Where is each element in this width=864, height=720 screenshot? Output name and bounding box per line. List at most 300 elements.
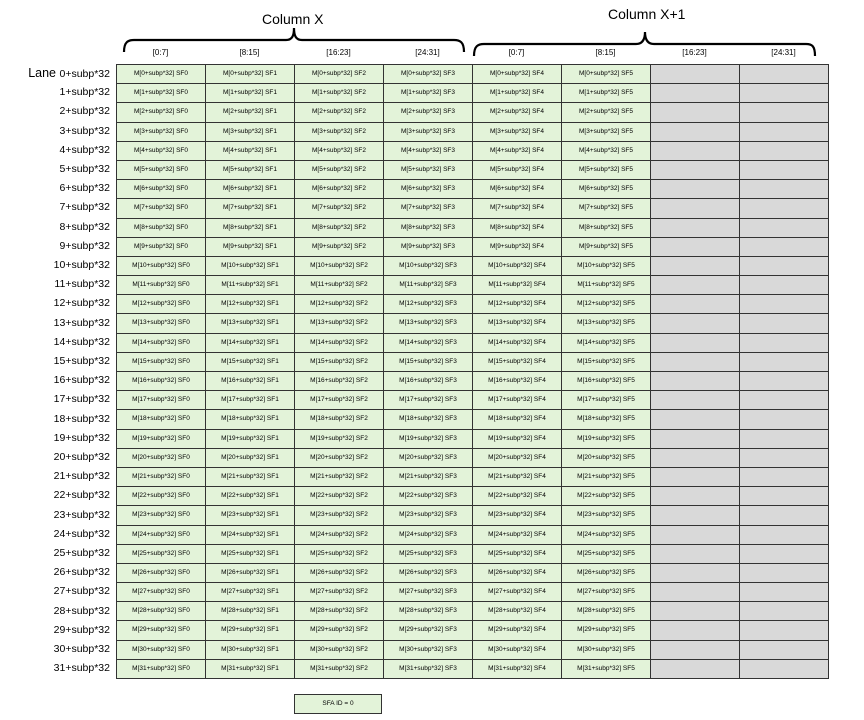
- empty-cell: [740, 334, 829, 353]
- lane-label: [12, 179, 110, 198]
- empty-cell: [651, 84, 740, 103]
- scale-factor-cell: M[24+subp*32] SF3: [384, 526, 473, 545]
- lane-label: [12, 582, 110, 601]
- lane-index: 9+subp*32: [59, 239, 110, 252]
- scale-factor-cell: M[20+subp*32] SF4: [473, 449, 562, 468]
- scale-factor-cell: M[9+subp*32] SF2: [295, 238, 384, 257]
- scale-factor-cell: M[0+subp*32] SF5: [562, 65, 651, 84]
- lane-index: 29+subp*32: [53, 623, 110, 636]
- empty-cell: [651, 430, 740, 449]
- scale-factor-cell: M[3+subp*32] SF2: [295, 123, 384, 142]
- scale-factor-cell: M[30+subp*32] SF2: [295, 641, 384, 660]
- scale-factor-cell: M[16+subp*32] SF5: [562, 372, 651, 391]
- scale-factor-cell: M[5+subp*32] SF4: [473, 161, 562, 180]
- scale-factor-cell: M[29+subp*32] SF5: [562, 621, 651, 640]
- lane-index: 22+subp*32: [53, 489, 110, 502]
- scale-factor-cell: M[8+subp*32] SF4: [473, 219, 562, 238]
- lane-label: [12, 160, 110, 179]
- scale-factor-cell: M[11+subp*32] SF0: [117, 276, 206, 295]
- scale-factor-cell: M[22+subp*32] SF1: [206, 487, 295, 506]
- lane-index: 17+subp*32: [53, 393, 110, 406]
- scale-factor-cell: M[10+subp*32] SF3: [384, 257, 473, 276]
- scale-factor-cell: M[0+subp*32] SF4: [473, 65, 562, 84]
- scale-factor-cell: M[13+subp*32] SF0: [117, 314, 206, 333]
- empty-cell: [740, 641, 829, 660]
- scale-factor-cell: M[10+subp*32] SF0: [117, 257, 206, 276]
- scale-factor-cell: M[0+subp*32] SF0: [117, 65, 206, 84]
- scale-factor-cell: M[21+subp*32] SF5: [562, 468, 651, 487]
- scale-factor-cell: M[16+subp*32] SF4: [473, 372, 562, 391]
- byte-range-label: [24:31]: [771, 48, 796, 57]
- empty-cell: [740, 353, 829, 372]
- empty-cell: [651, 103, 740, 122]
- empty-cell: [740, 506, 829, 525]
- scale-factor-cell: M[26+subp*32] SF5: [562, 564, 651, 583]
- byte-range-label: [16:23]: [682, 48, 707, 57]
- scale-factor-cell: M[18+subp*32] SF4: [473, 410, 562, 429]
- scale-factor-cell: M[1+subp*32] SF1: [206, 84, 295, 103]
- scale-factor-cell: M[9+subp*32] SF5: [562, 238, 651, 257]
- scale-factor-cell: M[12+subp*32] SF2: [295, 295, 384, 314]
- empty-cell: [740, 660, 829, 679]
- scale-factor-cell: M[28+subp*32] SF4: [473, 602, 562, 621]
- scale-factor-cell: M[26+subp*32] SF4: [473, 564, 562, 583]
- lane-label: [12, 640, 110, 659]
- scale-factor-cell: M[31+subp*32] SF4: [473, 660, 562, 679]
- empty-cell: [740, 621, 829, 640]
- lane-label: [12, 256, 110, 275]
- scale-factor-cell: M[1+subp*32] SF2: [295, 84, 384, 103]
- empty-cell: [740, 487, 829, 506]
- scale-factor-cell: M[3+subp*32] SF1: [206, 123, 295, 142]
- scale-factor-cell: M[1+subp*32] SF5: [562, 84, 651, 103]
- scale-factor-cell: M[27+subp*32] SF1: [206, 583, 295, 602]
- lane-index: 25+subp*32: [53, 547, 110, 559]
- scale-factor-cell: M[23+subp*32] SF1: [206, 506, 295, 525]
- lane-label: [12, 352, 110, 371]
- byte-range-label: [24:31]: [415, 48, 440, 57]
- scale-factor-cell: M[0+subp*32] SF1: [206, 65, 295, 84]
- scale-factor-cell: M[10+subp*32] SF1: [206, 257, 295, 276]
- scale-factor-cell: M[24+subp*32] SF4: [473, 526, 562, 545]
- scale-factor-cell: M[14+subp*32] SF0: [117, 334, 206, 353]
- scale-factor-cell: M[28+subp*32] SF0: [117, 602, 206, 621]
- scale-factor-cell: M[22+subp*32] SF0: [117, 487, 206, 506]
- empty-cell: [740, 526, 829, 545]
- scale-factor-cell: M[21+subp*32] SF1: [206, 468, 295, 487]
- scale-factor-cell: M[7+subp*32] SF0: [117, 199, 206, 218]
- lane-index: 15+subp*32: [53, 355, 110, 367]
- empty-cell: [740, 257, 829, 276]
- scale-factor-cell: M[3+subp*32] SF5: [562, 123, 651, 142]
- scale-factor-cell: M[15+subp*32] SF5: [562, 353, 651, 372]
- scale-factor-cell: M[19+subp*32] SF1: [206, 430, 295, 449]
- empty-cell: [740, 161, 829, 180]
- byte-range-label: [0:7]: [508, 48, 525, 57]
- scale-factor-cell: M[28+subp*32] SF5: [562, 602, 651, 621]
- scale-factor-cell: M[31+subp*32] SF5: [562, 660, 651, 679]
- scale-factor-cell: M[2+subp*32] SF4: [473, 103, 562, 122]
- lane-label: [12, 294, 110, 313]
- lane-index: 28+subp*32: [53, 604, 110, 617]
- scale-factor-cell: M[13+subp*32] SF1: [206, 314, 295, 333]
- scale-factor-cell: M[19+subp*32] SF2: [295, 430, 384, 449]
- scale-factor-cell: M[8+subp*32] SF0: [117, 219, 206, 238]
- lane-index: 0+subp*32: [59, 68, 110, 80]
- scale-factor-cell: M[11+subp*32] SF3: [384, 276, 473, 295]
- scale-factor-cell: M[13+subp*32] SF2: [295, 314, 384, 333]
- scale-factor-cell: M[30+subp*32] SF3: [384, 641, 473, 660]
- scale-factor-cell: M[11+subp*32] SF5: [562, 276, 651, 295]
- scale-factor-cell: M[15+subp*32] SF1: [206, 353, 295, 372]
- lane-label: [12, 486, 110, 505]
- scale-factor-cell: M[17+subp*32] SF5: [562, 391, 651, 410]
- scale-factor-cell: M[14+subp*32] SF3: [384, 334, 473, 353]
- lane-index: 5+subp*32: [59, 163, 110, 175]
- scale-factor-cell: M[11+subp*32] SF2: [295, 276, 384, 295]
- scale-factor-cell: M[30+subp*32] SF4: [473, 641, 562, 660]
- scale-factor-cell: M[29+subp*32] SF0: [117, 621, 206, 640]
- scale-factor-cell: M[7+subp*32] SF3: [384, 199, 473, 218]
- scale-factor-cell: M[22+subp*32] SF3: [384, 487, 473, 506]
- lane-index: 12+subp*32: [53, 297, 110, 310]
- lane-index: 3+subp*32: [59, 124, 110, 137]
- scale-factor-cell: M[4+subp*32] SF3: [384, 142, 473, 161]
- scale-factor-cell: M[12+subp*32] SF1: [206, 295, 295, 314]
- scale-factor-cell: M[21+subp*32] SF0: [117, 468, 206, 487]
- scale-factor-cell: M[26+subp*32] SF2: [295, 564, 384, 583]
- lane-label: [12, 448, 110, 467]
- scale-factor-cell: M[25+subp*32] SF5: [562, 545, 651, 564]
- scale-factor-cell: M[27+subp*32] SF2: [295, 583, 384, 602]
- empty-cell: [740, 238, 829, 257]
- scale-factor-cell: M[29+subp*32] SF2: [295, 621, 384, 640]
- scale-factor-cell: M[6+subp*32] SF4: [473, 180, 562, 199]
- scale-factor-cell: M[19+subp*32] SF0: [117, 430, 206, 449]
- scale-factor-cell: M[27+subp*32] SF3: [384, 583, 473, 602]
- lane-label: [12, 563, 110, 582]
- lane-index: 20+subp*32: [53, 451, 110, 463]
- scale-factor-cell: M[6+subp*32] SF0: [117, 180, 206, 199]
- scale-factor-cell: M[10+subp*32] SF5: [562, 257, 651, 276]
- scale-factor-cell: M[18+subp*32] SF0: [117, 410, 206, 429]
- scale-factor-cell: M[12+subp*32] SF5: [562, 295, 651, 314]
- scale-factor-cell: M[29+subp*32] SF4: [473, 621, 562, 640]
- empty-cell: [740, 142, 829, 161]
- scale-factor-cell: M[4+subp*32] SF5: [562, 142, 651, 161]
- scale-factor-cell: M[24+subp*32] SF1: [206, 526, 295, 545]
- empty-cell: [740, 449, 829, 468]
- scale-factor-cell: M[18+subp*32] SF5: [562, 410, 651, 429]
- lane-index: 21+subp*32: [53, 470, 110, 483]
- scale-factor-cell: M[2+subp*32] SF2: [295, 103, 384, 122]
- lane-label: [12, 371, 110, 390]
- scale-factor-cell: M[13+subp*32] SF3: [384, 314, 473, 333]
- scale-factor-cell: M[17+subp*32] SF3: [384, 391, 473, 410]
- scale-factor-cell: M[8+subp*32] SF2: [295, 219, 384, 238]
- scale-factor-cell: M[13+subp*32] SF5: [562, 314, 651, 333]
- empty-cell: [651, 487, 740, 506]
- lane-label: [12, 467, 110, 486]
- scale-factor-cell: M[28+subp*32] SF2: [295, 602, 384, 621]
- scale-factor-cell: M[25+subp*32] SF3: [384, 545, 473, 564]
- scale-factor-cell: M[4+subp*32] SF1: [206, 142, 295, 161]
- column-x1-title: Column X+1: [608, 6, 686, 22]
- scale-factor-cell: M[12+subp*32] SF0: [117, 295, 206, 314]
- scale-factor-cell: M[25+subp*32] SF1: [206, 545, 295, 564]
- scale-factor-cell: M[28+subp*32] SF1: [206, 602, 295, 621]
- scale-factor-cell: M[9+subp*32] SF1: [206, 238, 295, 257]
- empty-cell: [740, 602, 829, 621]
- scale-factor-cell: M[20+subp*32] SF1: [206, 449, 295, 468]
- lane-label: [12, 410, 110, 429]
- empty-cell: [740, 295, 829, 314]
- scale-factor-cell: M[20+subp*32] SF5: [562, 449, 651, 468]
- scale-factor-cell: M[6+subp*32] SF3: [384, 180, 473, 199]
- scale-factor-cell: M[23+subp*32] SF5: [562, 506, 651, 525]
- scale-factor-cell: M[5+subp*32] SF2: [295, 161, 384, 180]
- scale-factor-cell: M[20+subp*32] SF3: [384, 449, 473, 468]
- scale-factor-cell: M[25+subp*32] SF2: [295, 545, 384, 564]
- lane-label: [12, 659, 110, 678]
- scale-factor-cell: M[18+subp*32] SF3: [384, 410, 473, 429]
- lane-index: 1+subp*32: [59, 86, 110, 99]
- lane-label: [12, 64, 110, 84]
- empty-cell: [651, 545, 740, 564]
- empty-cell: [651, 65, 740, 84]
- lane-label: [12, 525, 110, 544]
- empty-cell: [740, 468, 829, 487]
- scale-factor-cell: M[18+subp*32] SF1: [206, 410, 295, 429]
- scale-factor-cell: M[15+subp*32] SF0: [117, 353, 206, 372]
- lane-label: [12, 83, 110, 102]
- scale-factor-cell: M[24+subp*32] SF2: [295, 526, 384, 545]
- scale-factor-cell: M[30+subp*32] SF0: [117, 641, 206, 660]
- empty-cell: [651, 199, 740, 218]
- lane-index: 8+subp*32: [59, 220, 110, 233]
- scale-factor-cell: M[15+subp*32] SF4: [473, 353, 562, 372]
- scale-factor-cell: M[7+subp*32] SF4: [473, 199, 562, 218]
- scale-factor-cell: M[5+subp*32] SF0: [117, 161, 206, 180]
- empty-cell: [651, 449, 740, 468]
- empty-cell: [651, 334, 740, 353]
- lane-label: [12, 390, 110, 409]
- empty-cell: [651, 219, 740, 238]
- scale-factor-cell: M[23+subp*32] SF2: [295, 506, 384, 525]
- scale-factor-cell: M[17+subp*32] SF0: [117, 391, 206, 410]
- scale-factor-cell: M[3+subp*32] SF0: [117, 123, 206, 142]
- empty-cell: [740, 410, 829, 429]
- scale-factor-cell: M[10+subp*32] SF2: [295, 257, 384, 276]
- lane-index: 7+subp*32: [59, 201, 110, 214]
- scale-factor-cell: M[2+subp*32] SF0: [117, 103, 206, 122]
- empty-cell: [651, 257, 740, 276]
- scale-factor-cell: M[23+subp*32] SF0: [117, 506, 206, 525]
- scale-factor-cell: M[4+subp*32] SF2: [295, 142, 384, 161]
- lane-label: [12, 314, 110, 333]
- empty-cell: [740, 199, 829, 218]
- scale-factor-cell: M[8+subp*32] SF1: [206, 219, 295, 238]
- lane-index: 10+subp*32: [53, 259, 110, 271]
- scale-factor-cell: M[7+subp*32] SF2: [295, 199, 384, 218]
- empty-cell: [651, 238, 740, 257]
- empty-cell: [740, 583, 829, 602]
- scale-factor-cell: M[16+subp*32] SF0: [117, 372, 206, 391]
- scale-factor-cell: M[22+subp*32] SF4: [473, 487, 562, 506]
- empty-cell: [651, 660, 740, 679]
- scale-factor-cell: M[13+subp*32] SF4: [473, 314, 562, 333]
- lane-index: 27+subp*32: [53, 585, 110, 598]
- scale-factor-grid: [116, 64, 829, 679]
- lane-label: [12, 275, 110, 294]
- scale-factor-cell: M[1+subp*32] SF4: [473, 84, 562, 103]
- lane-index: 26+subp*32: [53, 566, 110, 579]
- empty-cell: [740, 123, 829, 142]
- scale-factor-cell: M[7+subp*32] SF5: [562, 199, 651, 218]
- scale-factor-cell: M[11+subp*32] SF4: [473, 276, 562, 295]
- scale-factor-cell: M[25+subp*32] SF0: [117, 545, 206, 564]
- lane-label: [12, 141, 110, 160]
- scale-factor-cell: M[17+subp*32] SF2: [295, 391, 384, 410]
- scale-factor-cell: M[21+subp*32] SF2: [295, 468, 384, 487]
- scale-factor-cell: M[6+subp*32] SF1: [206, 180, 295, 199]
- scale-factor-cell: M[6+subp*32] SF2: [295, 180, 384, 199]
- scale-factor-cell: M[12+subp*32] SF3: [384, 295, 473, 314]
- scale-factor-cell: M[7+subp*32] SF1: [206, 199, 295, 218]
- lane-index: 6+subp*32: [59, 182, 110, 195]
- scale-factor-cell: M[2+subp*32] SF3: [384, 103, 473, 122]
- empty-cell: [651, 621, 740, 640]
- scale-factor-cell: M[27+subp*32] SF4: [473, 583, 562, 602]
- empty-cell: [740, 372, 829, 391]
- scale-factor-cell: M[8+subp*32] SF3: [384, 219, 473, 238]
- scale-factor-cell: M[26+subp*32] SF3: [384, 564, 473, 583]
- empty-cell: [740, 391, 829, 410]
- empty-cell: [651, 526, 740, 545]
- lane-index: 16+subp*32: [53, 374, 110, 387]
- scale-factor-cell: M[0+subp*32] SF3: [384, 65, 473, 84]
- scale-factor-cell: M[16+subp*32] SF3: [384, 372, 473, 391]
- lane-index: 13+subp*32: [53, 316, 110, 329]
- empty-cell: [740, 276, 829, 295]
- scale-factor-cell: M[19+subp*32] SF5: [562, 430, 651, 449]
- empty-cell: [740, 564, 829, 583]
- lane-label: [12, 333, 110, 352]
- scale-factor-cell: M[31+subp*32] SF3: [384, 660, 473, 679]
- scale-factor-cell: M[14+subp*32] SF4: [473, 334, 562, 353]
- scale-factor-cell: M[6+subp*32] SF5: [562, 180, 651, 199]
- empty-cell: [651, 564, 740, 583]
- lane-label: [12, 198, 110, 217]
- empty-cell: [651, 142, 740, 161]
- empty-cell: [651, 295, 740, 314]
- scale-factor-cell: M[28+subp*32] SF3: [384, 602, 473, 621]
- scale-factor-cell: M[30+subp*32] SF1: [206, 641, 295, 660]
- scale-factor-cell: M[4+subp*32] SF4: [473, 142, 562, 161]
- byte-range-label: [8:15]: [239, 48, 260, 57]
- scale-factor-cell: M[23+subp*32] SF4: [473, 506, 562, 525]
- lane-label: [12, 621, 110, 640]
- lane-label: [12, 506, 110, 525]
- scale-factor-cell: M[0+subp*32] SF2: [295, 65, 384, 84]
- scale-factor-cell: M[8+subp*32] SF5: [562, 219, 651, 238]
- scale-factor-cell: M[19+subp*32] SF4: [473, 430, 562, 449]
- empty-cell: [651, 276, 740, 295]
- scale-factor-cell: M[5+subp*32] SF5: [562, 161, 651, 180]
- lane-label: [12, 218, 110, 237]
- column-x-title: Column X: [262, 11, 324, 27]
- scale-factor-cell: M[19+subp*32] SF3: [384, 430, 473, 449]
- empty-cell: [651, 123, 740, 142]
- scale-factor-cell: M[23+subp*32] SF3: [384, 506, 473, 525]
- scale-factor-cell: M[14+subp*32] SF2: [295, 334, 384, 353]
- lane-index: 23+subp*32: [53, 508, 110, 521]
- scale-factor-cell: M[15+subp*32] SF3: [384, 353, 473, 372]
- lane-label: [12, 429, 110, 448]
- scale-factor-cell: M[22+subp*32] SF2: [295, 487, 384, 506]
- empty-cell: [740, 430, 829, 449]
- scale-factor-cell: M[17+subp*32] SF4: [473, 391, 562, 410]
- lane-label: [12, 122, 110, 141]
- scale-factor-cell: M[11+subp*32] SF1: [206, 276, 295, 295]
- lane-index: 19+subp*32: [53, 431, 110, 444]
- lane-label: [12, 237, 110, 256]
- scale-factor-cell: M[2+subp*32] SF5: [562, 103, 651, 122]
- scale-factor-cell: M[15+subp*32] SF2: [295, 353, 384, 372]
- scale-factor-cell: M[5+subp*32] SF3: [384, 161, 473, 180]
- scale-factor-cell: M[21+subp*32] SF4: [473, 468, 562, 487]
- scale-factor-cell: M[26+subp*32] SF1: [206, 564, 295, 583]
- empty-cell: [651, 506, 740, 525]
- scale-factor-cell: M[2+subp*32] SF1: [206, 103, 295, 122]
- empty-cell: [651, 391, 740, 410]
- lane-label: [12, 102, 110, 121]
- scale-factor-cell: M[29+subp*32] SF1: [206, 621, 295, 640]
- lane-label: [12, 544, 110, 563]
- scale-factor-cell: M[16+subp*32] SF1: [206, 372, 295, 391]
- empty-cell: [740, 103, 829, 122]
- empty-cell: [651, 641, 740, 660]
- scale-factor-cell: M[16+subp*32] SF2: [295, 372, 384, 391]
- lane-index: 30+subp*32: [53, 643, 110, 655]
- lane-index: 18+subp*32: [53, 412, 110, 425]
- lane-index: 11+subp*32: [54, 278, 110, 291]
- scale-factor-cell: M[14+subp*32] SF5: [562, 334, 651, 353]
- lane-index: 24+subp*32: [53, 527, 110, 540]
- empty-cell: [651, 602, 740, 621]
- scale-factor-cell: M[1+subp*32] SF3: [384, 84, 473, 103]
- scale-factor-cell: M[31+subp*32] SF0: [117, 660, 206, 679]
- scale-factor-cell: M[5+subp*32] SF1: [206, 161, 295, 180]
- scale-factor-cell: M[9+subp*32] SF3: [384, 238, 473, 257]
- scale-factor-cell: M[24+subp*32] SF0: [117, 526, 206, 545]
- scale-factor-cell: M[1+subp*32] SF0: [117, 84, 206, 103]
- scale-factor-cell: M[20+subp*32] SF0: [117, 449, 206, 468]
- lane-label: [12, 602, 110, 621]
- scale-factor-cell: M[20+subp*32] SF2: [295, 449, 384, 468]
- scale-factor-cell: M[3+subp*32] SF4: [473, 123, 562, 142]
- scale-factor-cell: M[27+subp*32] SF5: [562, 583, 651, 602]
- scale-factor-cell: M[29+subp*32] SF3: [384, 621, 473, 640]
- scale-factor-cell: M[27+subp*32] SF0: [117, 583, 206, 602]
- empty-cell: [651, 314, 740, 333]
- lane-index: 14+subp*32: [53, 335, 110, 348]
- byte-range-label: [8:15]: [595, 48, 616, 57]
- empty-cell: [651, 372, 740, 391]
- empty-cell: [651, 161, 740, 180]
- lane-index: 2+subp*32: [59, 105, 110, 118]
- byte-range-label: [16:23]: [326, 48, 351, 57]
